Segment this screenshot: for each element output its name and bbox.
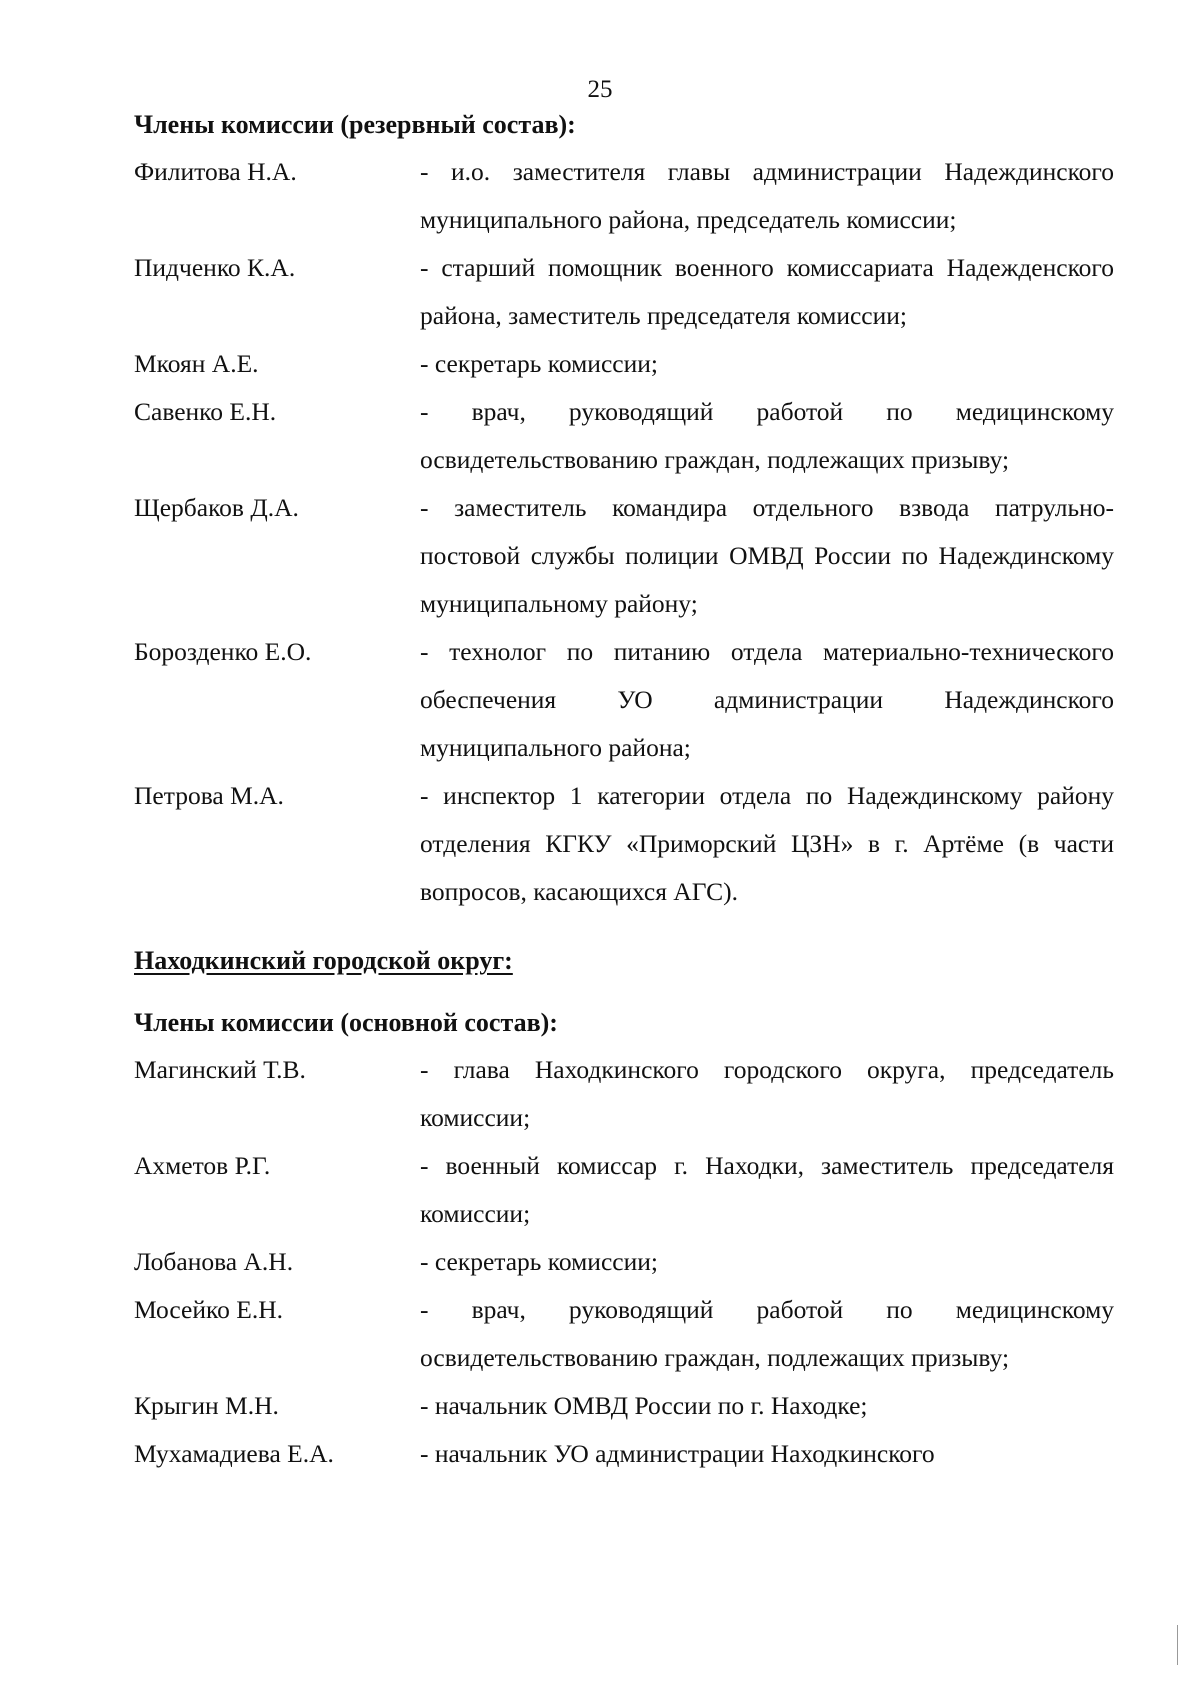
member-row [134, 1430, 1114, 1478]
reserve-heading: Члены комиссии (резервный состав): [134, 110, 576, 139]
member-role: - врач, руководящий работой по медицинскому освидетельствованию граждан, подлежащих призыву; [420, 1295, 1114, 1372]
reserve-roster [134, 148, 1114, 916]
member-name: Филитова Н.А. [134, 157, 297, 186]
member-row [134, 1286, 1114, 1382]
member-role: - начальник УО администрации Находкинского [420, 1439, 935, 1468]
member-name: Савенко Е.Н. [134, 397, 277, 426]
scan-edge-mark [1177, 1625, 1178, 1665]
district-heading: Находкинский городской округ: [134, 946, 513, 975]
member-row [134, 1238, 1114, 1286]
member-role: - технолог по питанию отдела материально-технического обеспечения УО администрации Надеждинского муниципального района; [420, 637, 1114, 762]
member-name: Щербаков Д.А. [134, 493, 299, 522]
page-number: 25 [587, 76, 613, 103]
member-name: Ахметов Р.Г. [134, 1151, 271, 1180]
member-role: - врач, руководящий работой по медицинскому освидетельствованию граждан, подлежащих призыву; [420, 397, 1114, 474]
main-heading: Члены комиссии (основной состав): [134, 1008, 558, 1037]
member-role: - военный комиссар г. Находки, заместитель председателя комиссии; [420, 1151, 1114, 1228]
member-role: - и.о. заместителя главы администрации Надеждинского муниципального района, председатель комиссии; [420, 157, 1114, 234]
member-name: Мухамадиева Е.А. [134, 1439, 334, 1468]
member-name: Петрова М.А. [134, 781, 284, 810]
member-role: - секретарь комиссии; [420, 1247, 658, 1276]
member-row [134, 148, 1114, 244]
member-row [134, 772, 1114, 916]
member-row [134, 340, 1114, 388]
member-name: Лобанова А.Н. [134, 1247, 294, 1276]
member-name: Борозденко Е.О. [134, 637, 312, 666]
member-row [134, 484, 1114, 628]
member-name: Мосейко Е.Н. [134, 1295, 283, 1324]
member-name: Пидченко К.А. [134, 253, 296, 282]
member-row [134, 1382, 1114, 1430]
member-name: Мкоян А.Е. [134, 349, 259, 378]
member-role: - старший помощник военного комиссариата Надежденского района, заместитель председателя комиссии; [420, 253, 1114, 330]
member-name: Крыгин М.Н. [134, 1391, 279, 1420]
member-row [134, 628, 1114, 772]
member-row [134, 244, 1114, 340]
main-roster [134, 1046, 1114, 1478]
member-name: Магинский Т.В. [134, 1055, 306, 1084]
member-row [134, 388, 1114, 484]
member-role: - глава Находкинского городского округа, председатель комиссии; [420, 1055, 1114, 1132]
member-role: - секретарь комиссии; [420, 349, 658, 378]
member-role: - заместитель командира отдельного взвода патрульно-постовой службы полиции ОМВД России по Надеждинскому муниципальному району; [420, 493, 1114, 618]
member-role: - инспектор 1 категории отдела по Надеждинскому району отделения КГКУ «Приморский ЦЗН» в г. Артёме (в части вопросов, касающихся АГС). [420, 781, 1114, 906]
member-role: - начальник ОМВД России по г. Находке; [420, 1391, 868, 1420]
member-row [134, 1142, 1114, 1238]
member-row [134, 1046, 1114, 1142]
